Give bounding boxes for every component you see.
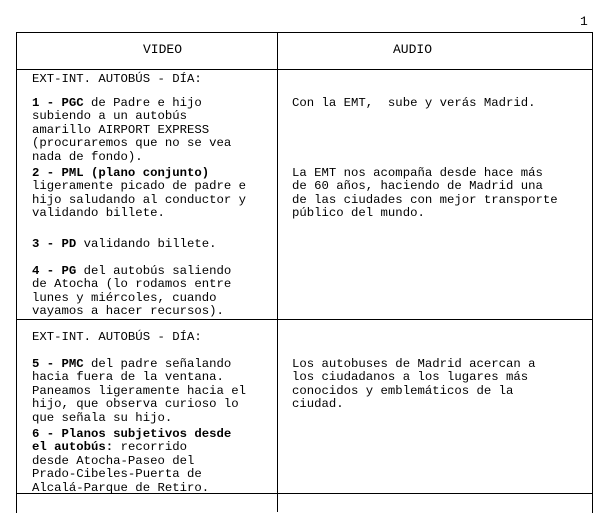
shot-label: el autobús: [32, 440, 114, 455]
shot-label: 5 - PMC [32, 357, 84, 371]
shot-label: 6 - Planos subjetivos desde [32, 427, 232, 441]
shot-label: 3 - PD [32, 237, 77, 251]
video-column-header: VIDEO [143, 42, 183, 57]
shot-2: 2 - PML (plano conjunto) ligeramente picado de padre e hijo saludando al conductor y validando billete. [32, 166, 247, 221]
shot-1: 1 - PGC de Padre e hijo subiendo a un autobús amarillo AIRPORT EXPRESS (procuraremos que no se vea nada de fondo). [32, 96, 232, 164]
audio-column-header: AUDIO [393, 42, 433, 57]
section-divider [16, 319, 592, 320]
shot-label: 2 - PML (plano conjunto) [32, 166, 210, 180]
shot-4: 4 - PG del autobús saliendo de Atocha (lo rodamos entre lunes y miércoles, cuando vayamos a hacer recursos). [32, 264, 232, 319]
audio-block-2: La EMT nos acompaña desde hace más de 60 años, haciendo de Madrid una de las ciudades con mejor transporte público del mundo. [292, 166, 558, 221]
shot-6: 6 - Planos subjetivos desde el autobús: recorrido desde Atocha-Paseo del Prado-Cibeles-Puerta de Alcalá-Parque de Retiro. [32, 427, 232, 495]
shot-3: 3 - PD validando billete. [32, 237, 217, 251]
header-divider [16, 69, 592, 70]
page-number: 1 [580, 14, 588, 29]
scene-heading: EXT-INT. AUTOBÚS - DÍA: [32, 72, 202, 86]
shot-label: 1 - PGC [32, 96, 84, 110]
audio-line-1: Con la EMT, sube y verás Madrid. [292, 96, 536, 110]
shot-5: 5 - PMC del padre señalando hacia fuera de la ventana. Paneamos ligeramente hacia el hijo, que observa curioso lo que señala su hijo. [32, 357, 247, 425]
audio-block-3: Los autobuses de Madrid acercan a los ciudadanos a los lugares más conocidos y emblemáticos de la ciudad. [292, 357, 536, 412]
column-divider [277, 32, 278, 512]
shot-label: 4 - PG [32, 264, 77, 278]
scene-heading: EXT-INT. AUTOBÚS - DÍA: [32, 330, 202, 344]
